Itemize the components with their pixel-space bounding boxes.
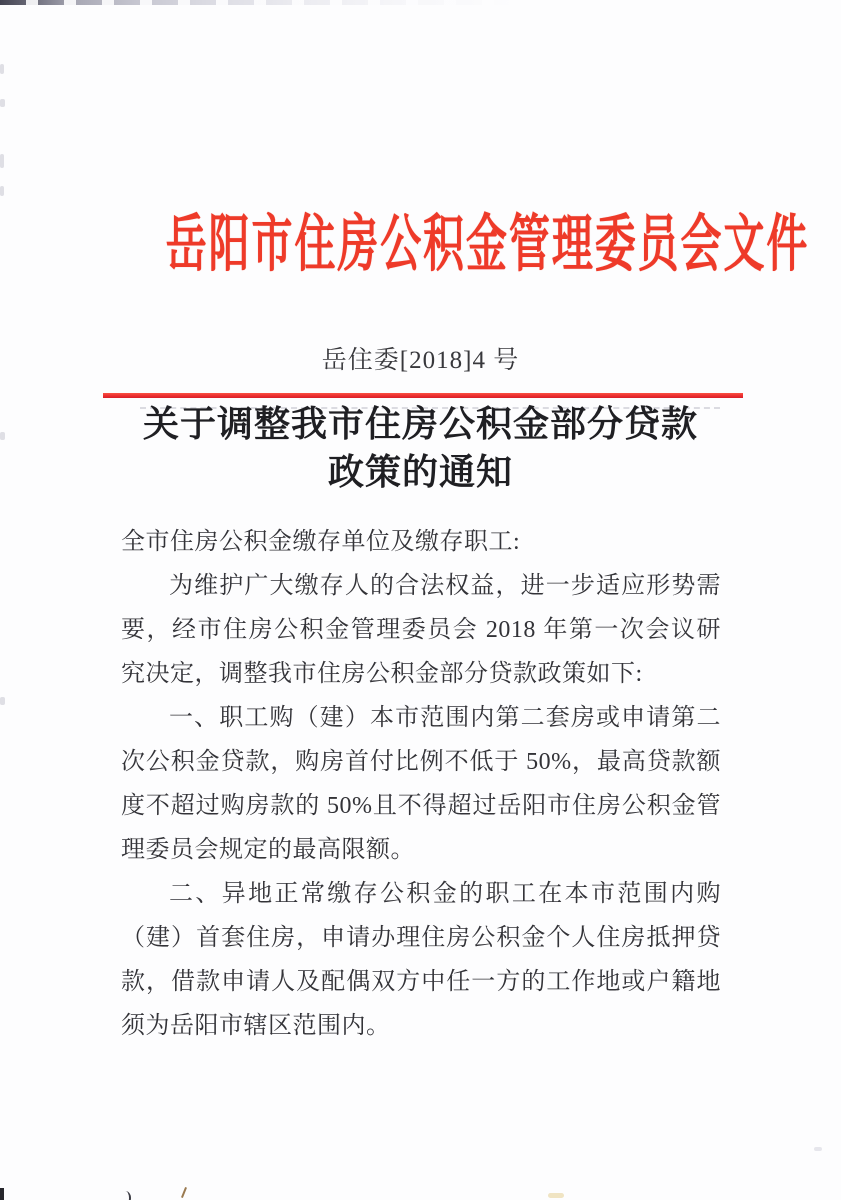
paragraph-item-2: 二、异地正常缴存公积金的职工在本市范围内购（建）首套住房，申请办理住房公积金个人住房抵押贷款，借款申请人及配偶双方中任一方的工作地或户籍地须为岳阳市辖区范围内。 bbox=[121, 881, 721, 1039]
scan-artifact-bottom-bar bbox=[0, 1188, 4, 1200]
notice-title-line2: 政策的通知 bbox=[327, 452, 513, 492]
scan-artifact-left-speck bbox=[0, 697, 5, 705]
red-divider-rule bbox=[103, 393, 743, 398]
scan-artifact-bottom-paren bbox=[122, 1191, 131, 1200]
notice-title bbox=[0, 400, 841, 496]
paragraph-item-1: 一、职工购（建）本市范围内第二套房或申请第二次公积金贷款，购房首付比例不低于 50%，最高贷款额度不超过购房款的 50%且不得超过岳阳市住房公积金管理委员会规定的最高限额。 bbox=[121, 705, 721, 863]
document-number: 岳住委[2018]4 号 bbox=[321, 347, 520, 374]
notice-title-line1: 关于调整我市住房公积金部分贷款 bbox=[142, 404, 698, 444]
scan-artifact-top-smudge-gaps bbox=[0, 0, 515, 5]
paragraph-preamble: 为维护广大缴存人的合法权益，进一步适应形势需要，经市住房公积金管理委员会 2018 年第一次会议研究决定，调整我市住房公积金部分贷款政策如下: bbox=[121, 573, 721, 687]
scan-artifact-bottom-tick bbox=[181, 1187, 187, 1198]
scan-artifact-right-speck bbox=[814, 1147, 822, 1151]
salutation: 全市住房公积金缴存单位及缴存职工: bbox=[121, 529, 521, 555]
agency-letterhead-title bbox=[0, 206, 841, 284]
scan-artifact-left-speck bbox=[0, 154, 4, 168]
scan-artifact-left-speck bbox=[0, 64, 4, 74]
scan-artifact-left-speck bbox=[0, 99, 5, 107]
agency-letterhead-text: 岳阳市住房公积金管理委员会文件 bbox=[165, 211, 810, 279]
document-body bbox=[121, 520, 721, 1048]
scan-artifact-left-speck bbox=[0, 186, 4, 196]
scan-artifact-bottom-smudge bbox=[548, 1193, 564, 1198]
